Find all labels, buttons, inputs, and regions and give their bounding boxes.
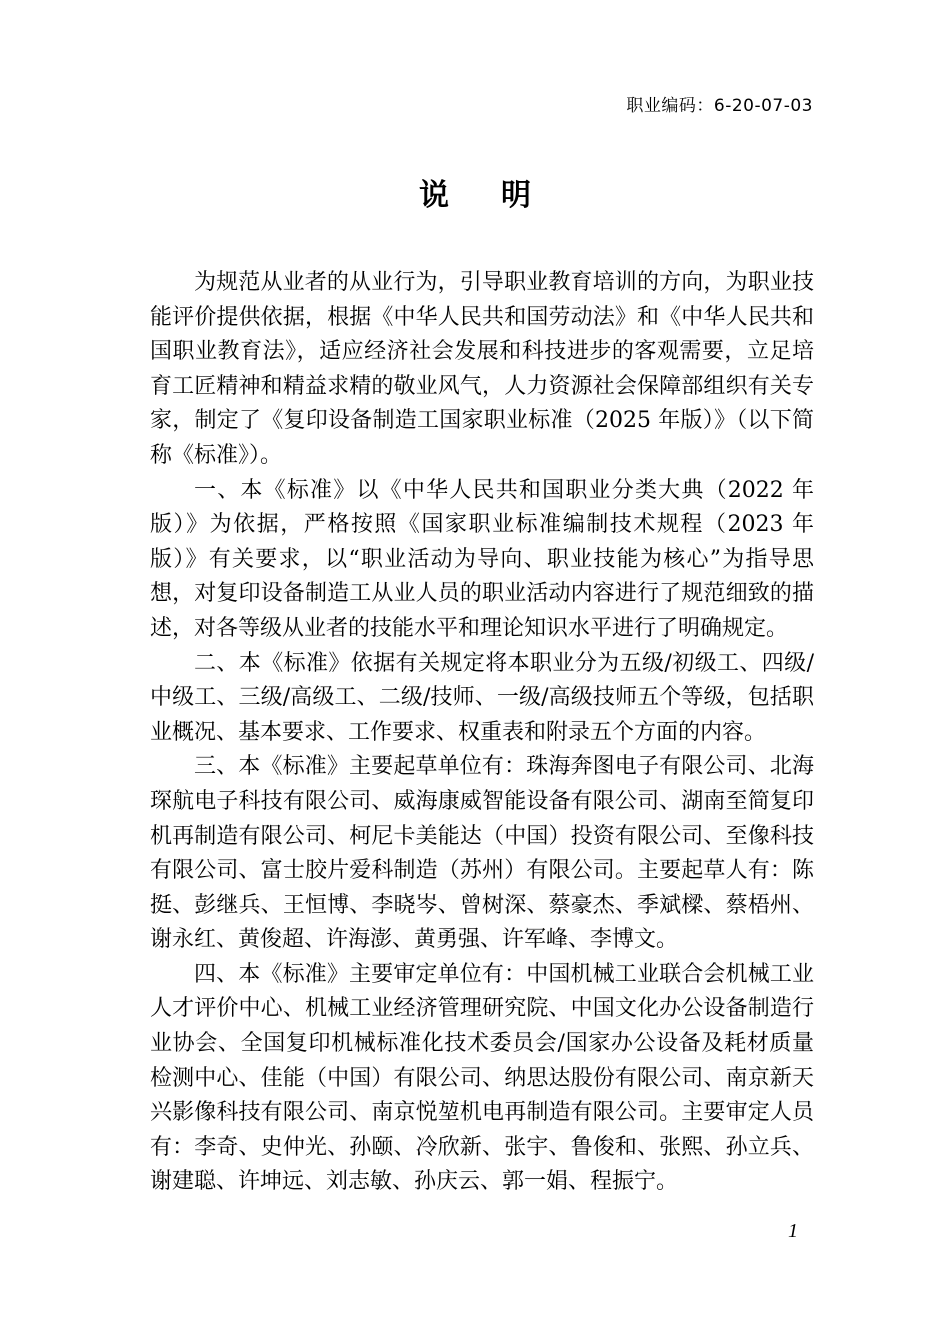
paragraph-item-2: 二、本《标准》依据有关规定将本职业分为五级/初级工、四级/中级工、三级/高级工、二级/技师、一级/高级技师五个等级，包括职业概况、基本要求、工作要求、权重表和附录五个方面的内容。 bbox=[150, 650, 814, 745]
paragraph-intro: 为规范从业者的从业行为，引导职业教育培训的方向，为职业技能评价提供依据，根据《中华人民共和国劳动法》和《中华人民共和国职业教育法》，适应经济社会发展和科技进步的客观需要，立足培育工匠精神和精益求精的敬业风气，人力资源社会保障部组织有关专家，制定了《复印设备制造工国家职业标准（2025 年版）》（以下简称《标准》）。 bbox=[150, 270, 814, 468]
page-number: 1 bbox=[788, 1220, 798, 1242]
paragraph-item-4: 四、本《标准》主要审定单位有：中国机械工业联合会机械工业人才评价中心、机械工业经济管理研究院、中国文化办公设备制造行业协会、全国复印机械标准化技术委员会/国家办公设备及耗材质量检测中心、佳能（中国）有限公司、纳思达股份有限公司、南京新天兴影像科技有限公司、南京悦堃机电再制造有限公司。主要审定人员有：李奇、史仲光、孙颐、冷欣新、张宇、鲁俊和、张熙、孙立兵、谢建聪、许坤远、刘志敏、孙庆云、郭一娟、程振宁。 bbox=[150, 961, 814, 1195]
page-title: 说明 bbox=[419, 178, 583, 213]
occupation-code: 职业编码：6-20-07-03 bbox=[626, 96, 813, 116]
paragraph-item-1: 一、本《标准》以《中华人民共和国职业分类大典（2022 年版）》为依据，严格按照《国家职业标准编制技术规程（2023 年版）》有关要求，以“职业活动为导向、职业技能为核心”为指导思想，对复印设备制造工从业人员的职业活动内容进行了规范细致的描述，对各等级从业者的技能水平和理论知识水平进行了明确规定。 bbox=[150, 477, 814, 641]
paragraph-item-3: 三、本《标准》主要起草单位有：珠海奔图电子有限公司、北海琛航电子科技有限公司、威海康威智能设备有限公司、湖南至简复印机再制造有限公司、柯尼卡美能达（中国）投资有限公司、至像科技有限公司、富士胶片爱科制造（苏州）有限公司。主要起草人有：陈挺、彭继兵、王恒博、李晓岑、曾树深、蔡豪杰、季斌樑、蔡梧州、谢永红、黄俊超、许海澎、黄勇强、许军峰、李博文。 bbox=[150, 754, 814, 953]
document-body bbox=[150, 266, 814, 1200]
